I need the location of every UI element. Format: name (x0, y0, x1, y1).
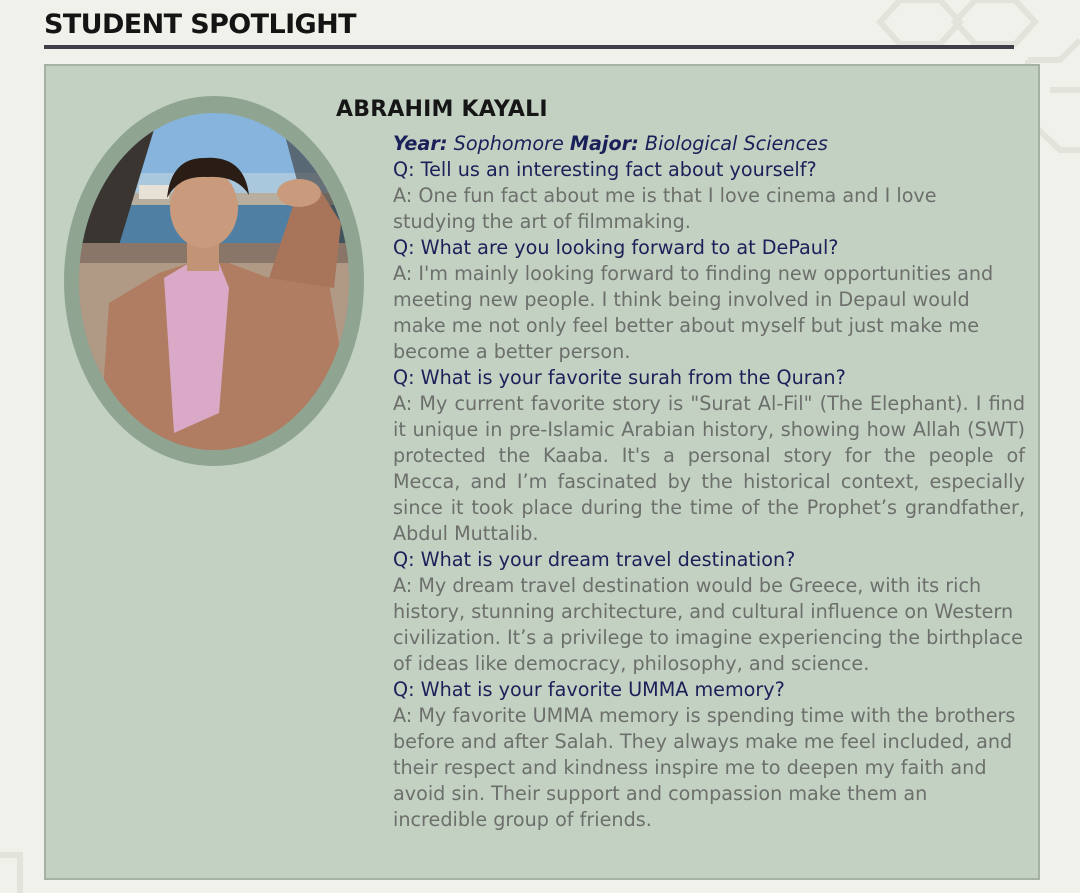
question-1: Q: Tell us an interesting fact about yourself? (393, 158, 817, 181)
question-3: Q: What is your favorite surah from the Quran? (393, 366, 846, 389)
answer-3: A: My current favorite story is "Surat Al-Fil" (The Elephant). I find it unique in pre-Islamic Arabian history, showing how Allah (SWT) protected the Kaaba. It's a personal story for the people of Mecca, and I’m fascinated by the historical context, especially since it took place during the time of the Prophet’s grandfather, Abdul Muttalib. (393, 392, 1025, 545)
section-title: STUDENT SPOTLIGHT (44, 9, 356, 40)
qa-section (393, 131, 1025, 833)
year-label: Year: (393, 132, 448, 155)
major-label: Major: (569, 132, 639, 155)
answer-1: A: One fun fact about me is that I love cinema and I love studying the art of filmmaking. (393, 184, 937, 233)
student-name: ABRAHIM KAYALI (336, 97, 548, 122)
year-major-line (393, 131, 1025, 157)
question-5: Q: What is your favorite UMMA memory? (393, 678, 785, 701)
title-divider (44, 45, 1014, 49)
student-photo (79, 113, 349, 450)
answer-4: A: My dream travel destination would be Greece, with its rich history, stunning architecture, and cultural influence on Western civilization. It’s a privilege to imagine experiencing the birthplace of ideas like democracy, philosophy, and science. (393, 574, 1023, 675)
major-value: Biological Sciences (644, 132, 828, 155)
question-2: Q: What are you looking forward to at DePaul? (393, 236, 839, 259)
answer-2: A: I'm mainly looking forward to finding new opportunities and meeting new people. I think being involved in Depaul would make me not only feel better about myself but just make me become a better person. (393, 262, 994, 363)
question-4: Q: What is your dream travel destination? (393, 548, 796, 571)
year-value: Sophomore (453, 132, 564, 155)
answer-5: A: My favorite UMMA memory is spending time with the brothers before and after Salah. They always make me feel included, and their respect and kindness inspire me to deepen my faith and avoid sin. Their support and compassion make them an incredible group of friends. (393, 704, 1016, 831)
